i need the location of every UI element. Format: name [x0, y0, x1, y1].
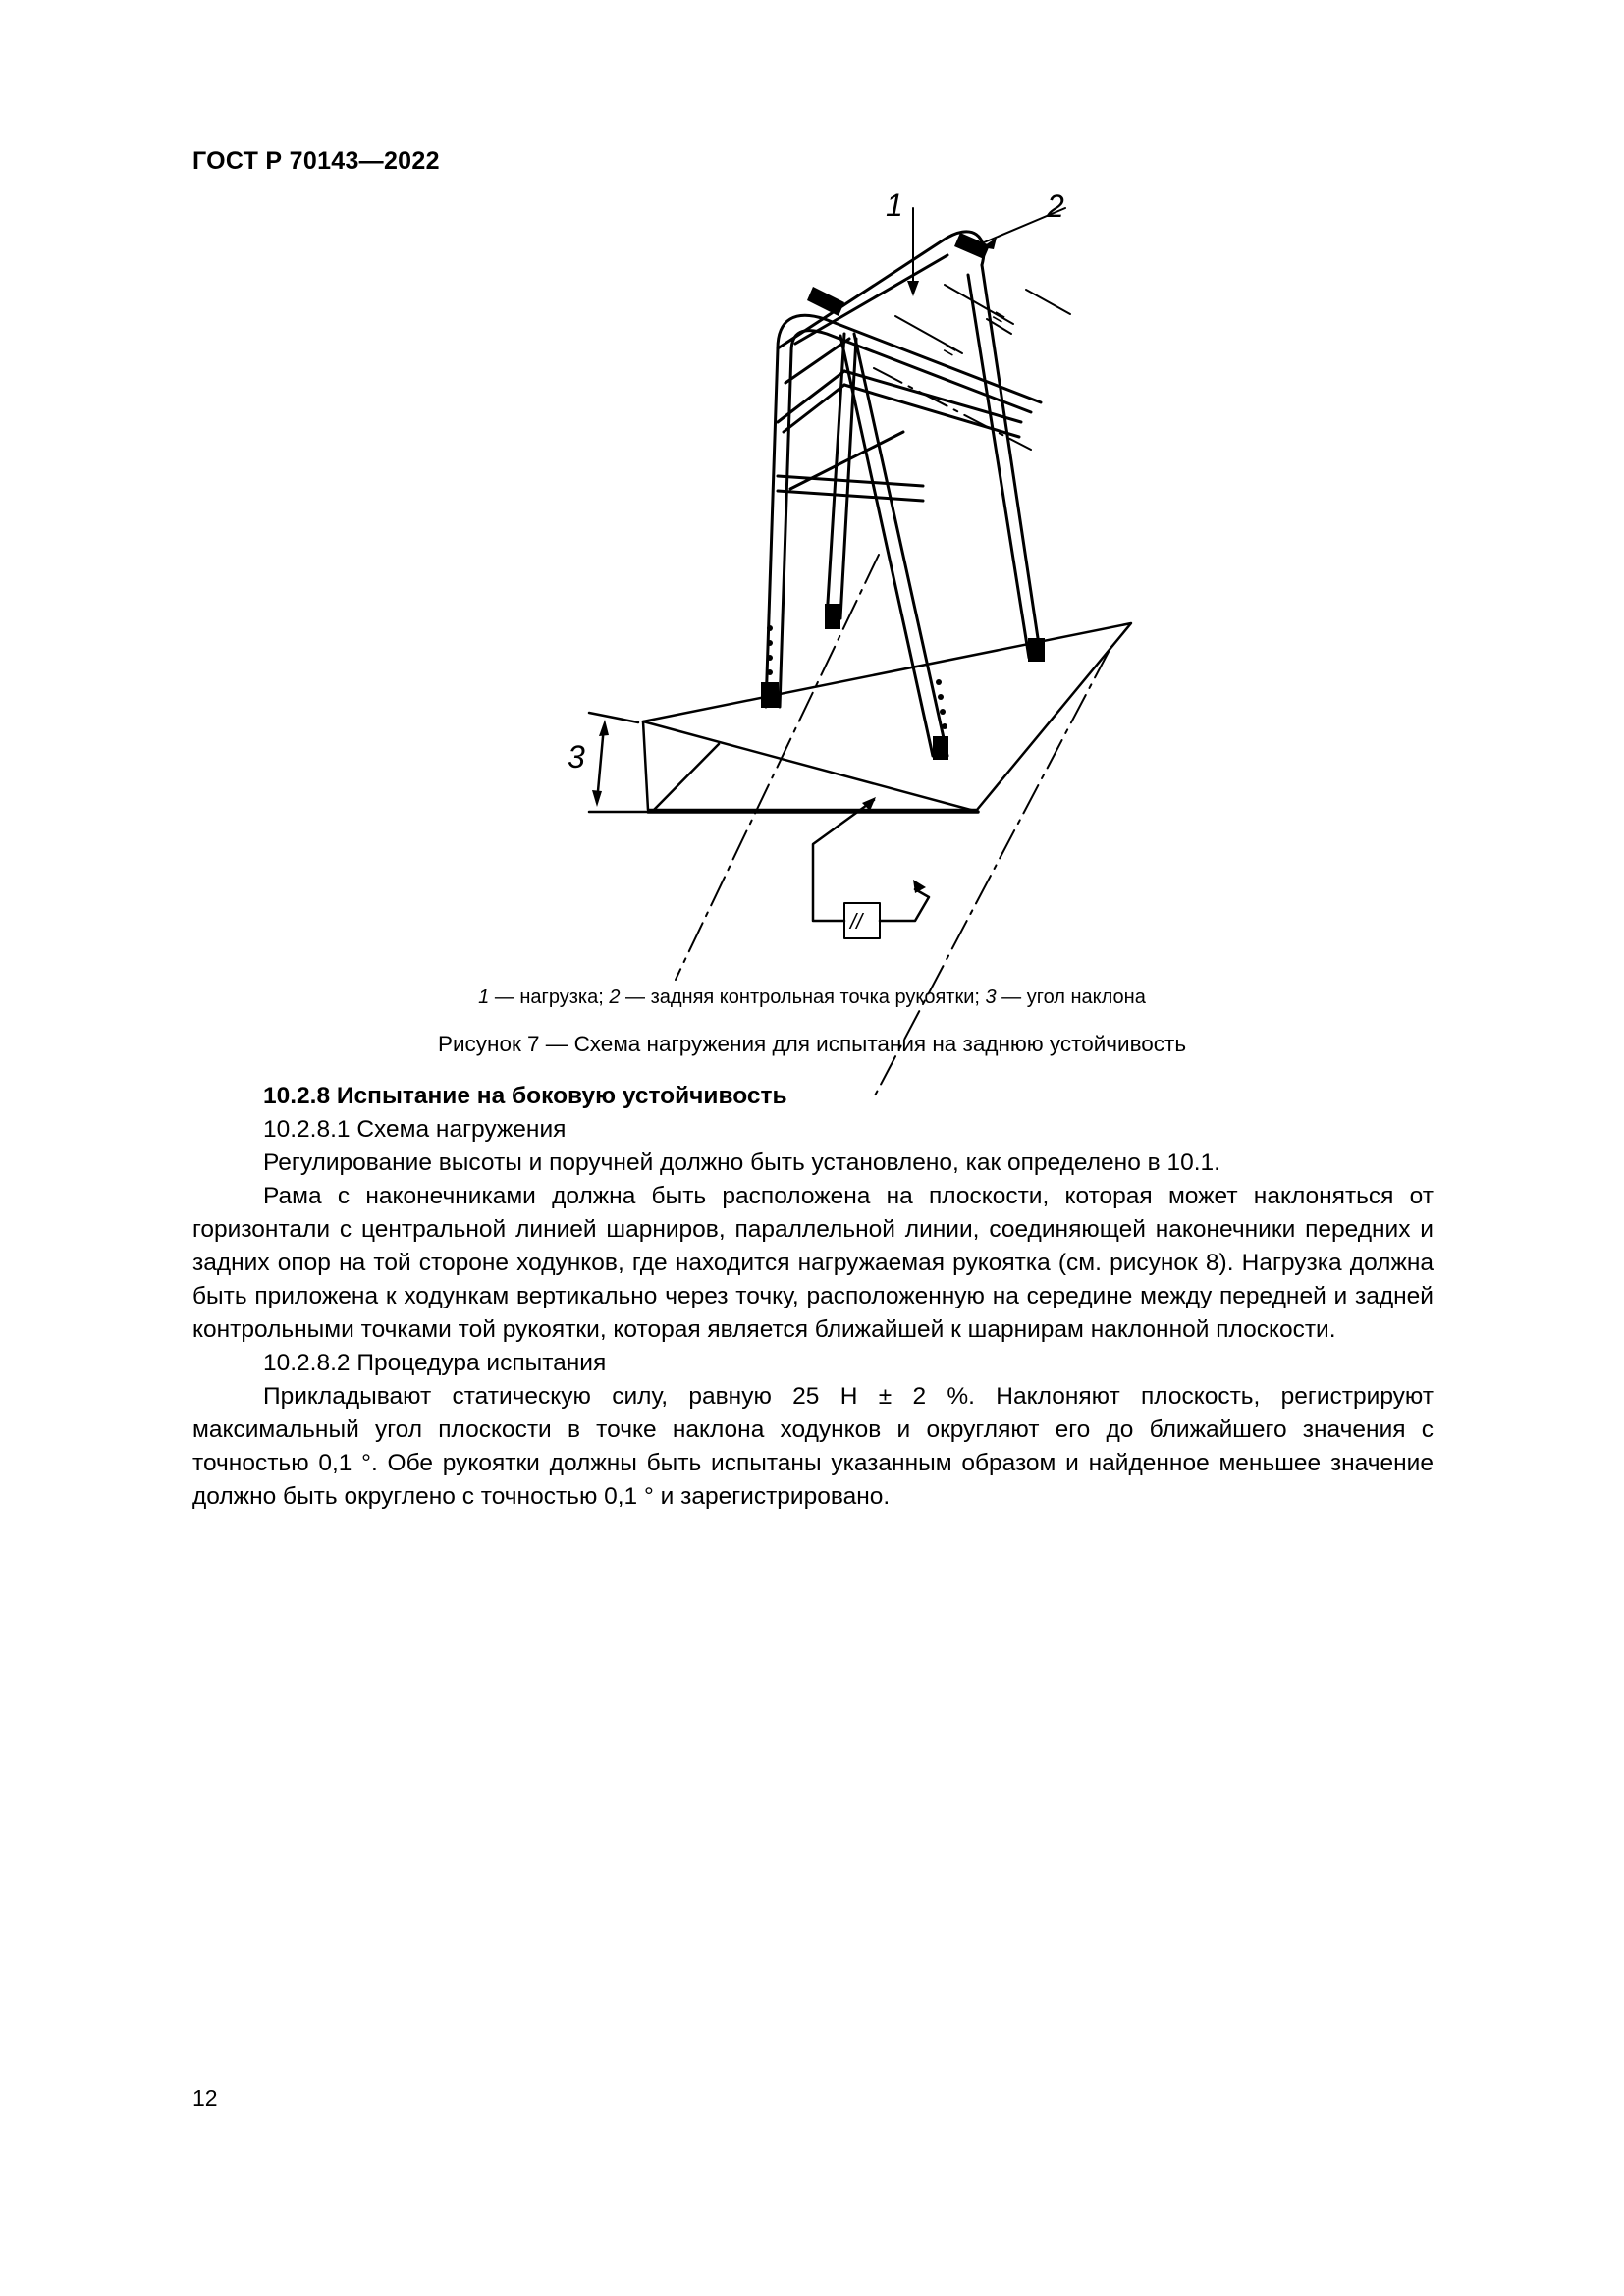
foot-tip-front-left: [825, 604, 840, 629]
paragraph-3: Прикладывают статическую силу, равную 25 Н ± 2 %. Наклоняют плоскость, регистрируют максимальный угол плоскости в точке наклона ходунков и округляют его до ближайшего значения с точностью 0,1 °. Обе рукоятки должны быть испытаны указанным образом и найденное меньшее значение должно быть округлено с точностью 0,1 ° и зарегистрировано.: [192, 1383, 1434, 1510]
paragraph-1: Регулирование высоты и поручней должно быть установлено, как определено в 10.1.: [263, 1149, 1220, 1176]
equal-mark-upper: =: [987, 302, 1011, 331]
handle-grip-left: [807, 287, 844, 316]
legend-text-1: — нагрузка;: [489, 987, 610, 1008]
legend-text-2: — задняя контрольная точка рукоятки;: [620, 987, 986, 1008]
legend-number-3: 3: [985, 987, 997, 1008]
figure-legend: [0, 987, 1624, 1009]
figure-walker-loading-scheme: [550, 187, 1159, 952]
foot-tip-front-right: [933, 736, 948, 760]
legend-number-1: 1: [478, 987, 490, 1008]
subsection-heading-1: 10.2.8.1 Схема нагружения: [263, 1116, 567, 1143]
equal-mark-lower: =: [938, 336, 962, 364]
walker-diagram: [550, 187, 1159, 952]
hinge-centerline-2: [874, 650, 1110, 1097]
tilt-plane: [643, 623, 1131, 810]
callout-3: 3: [568, 739, 585, 774]
page-number: 12: [192, 2085, 218, 2110]
parallel-symbol: //: [850, 909, 863, 934]
callout-1: 1: [886, 187, 903, 223]
load-arrowhead: [907, 281, 919, 296]
legend-number-2: 2: [609, 987, 621, 1008]
legend-text-3: — угол наклона: [996, 987, 1146, 1008]
figure-caption: Рисунок 7 — Схема нагружения для испытания на заднюю устойчивость: [437, 1032, 1187, 1056]
hinge-centerline-1: [676, 555, 879, 980]
foot-tip-rear-right: [1028, 638, 1045, 662]
body-text: [192, 1080, 1434, 1514]
document-code: ГОСТ Р 70143—2022: [192, 147, 440, 175]
plane-stripe: [654, 744, 719, 810]
foot-tip-rear-left: [761, 682, 779, 708]
angle-arrow-line: [597, 726, 604, 802]
callout-2: 2: [1047, 188, 1064, 224]
walker-rear-left-leg: [766, 348, 778, 707]
section-heading: 10.2.8 Испытание на боковую устойчивость: [263, 1083, 787, 1109]
handle-grip-right: [954, 233, 990, 259]
subsection-heading-2: 10.2.8.2 Процедура испытания: [263, 1350, 607, 1376]
paragraph-2: Рама с наконечниками должна быть расположена на плоскости, которая может наклоняться от горизонтали с центральной линией шарниров, параллельной линии, соединяющей наконечники передних и задних опор на той стороне ходунков, где находится нагружаемая рукоятка (см. рисунок 8). Нагрузка должна быть приложена к ходункам вертикально через точку, расположенную на середине между передней и задней контрольными точками той рукоятки, которая является ближайшей к шарнирам наклонной плоскости.: [192, 1183, 1434, 1343]
